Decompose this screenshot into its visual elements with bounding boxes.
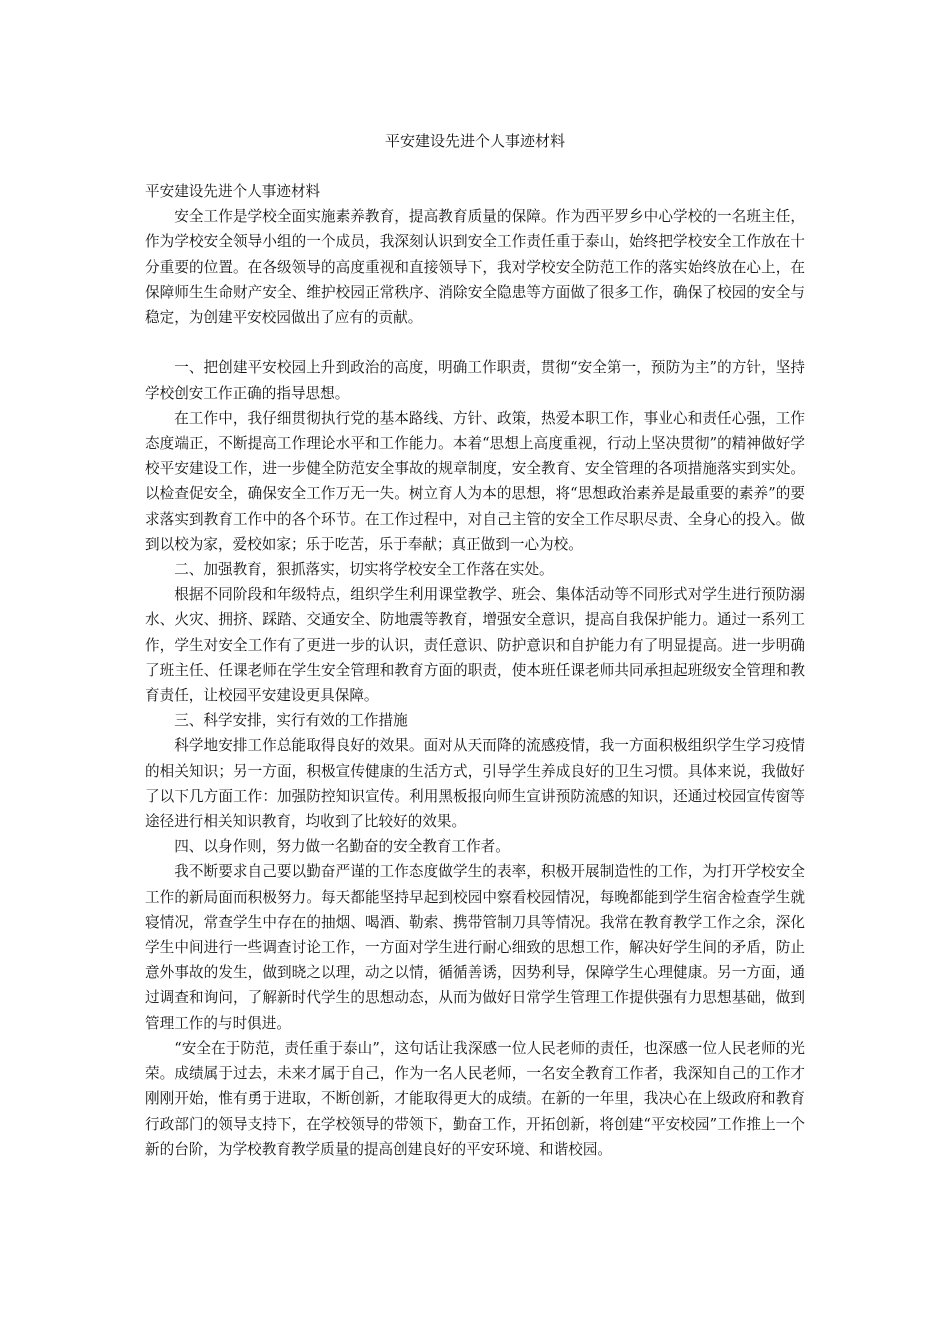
document-subtitle: 平安建设先进个人事迹材料 (145, 183, 321, 200)
section-heading-2: 二、加强教育，狠抓落实，切实将学校安全工作落在实处。 (174, 561, 554, 579)
document-title: 平安建设先进个人事迹材料 (384, 132, 565, 150)
section-body-3: 科学地安排工作总能取得良好的效果。面对从天而降的流感疫情，我一方面积极组织学生学习疫情的相关知识；另一方面，积极宣传健康的生活方式，引导学生养成良好的卫生习惯。具体来说，我做好了以下几方面工作：加强防控知识宣传。利用黑板报向师生宣讲预防流感的知识，还通过校园宣传窗等途径进行相关知识教育，均收到了比较好的效果。 (145, 737, 805, 831)
section-heading-3: 三、科学安排，实行有效的工作措施 (174, 712, 408, 730)
paragraph-closing: “安全在于防范，责任重于泰山”，这句话让我深感一位人民老师的责任，也深感一位人民老师的光荣。成绩属于过去，未来才属于自己，作为一名人民老师，一名安全教育工作者，我深知自己的工作才刚刚开始，惟有勇于进取，不断创新，才能取得更大的成绩。在新的一年里，我决心在上级政府和教育行政部门的领导支持下，在学校领导的带领下，勤奋工作，开拓创新，将创建“平安校园”工作推上一个新的台阶，为学校教育教学质量的提高创建良好的平安环境、和谐校园。 (145, 1039, 805, 1158)
section-body-4: 我不断要求自己要以勤奋严谨的工作态度做学生的表率，积极开展制造性的工作，为打开学校安全工作的新局面而积极努力。每天都能坚持早起到校园中察看校园情况，每晚都能到学生宿舍检查学生就寝情况，常查学生中存在的抽烟、喝酒、勒索、携带管制刀具等情况。我常在教育教学工作之余，深化学生中间进行一些调查讨论工作，一方面对学生进行耐心细致的思想工作，解决好学生间的矛盾，防止意外事故的发生，做到晓之以理，动之以情，循循善诱，因势利导，保障学生心理健康。另一方面，通过调查和询问，了解新时代学生的思想动态，从而为做好日常学生管理工作提供强有力思想基础，做到管理工作的与时俱进。 (145, 863, 805, 1032)
section-body-1: 在工作中，我仔细贯彻执行党的基本路线、方针、政策，热爱本职工作，事业心和责任心强，工作态度端正，不断提高工作理论水平和工作能力。本着“思想上高度重视，行动上坚决贯彻”的精神做好学校平安建设工作，进一步健全防范安全事故的规章制度，安全教育、安全管理的各项措施落实到实处。以检查促安全，确保安全工作万无一失。树立育人为本的思想，将“思想政治素养是最重要的素养”的要求落实到教育工作中的各个环节。在工作过程中，对自己主管的安全工作尽职尽责、全身心的投入。做到以校为家，爱校如家；乐于吃苦，乐于奉献；真正做到一心为校。 (145, 409, 805, 553)
document-body (145, 179, 805, 1162)
section-body-2: 根据不同阶段和年级特点，组织学生利用课堂教学、班会、集体活动等不同形式对学生进行预防溺水、火灾、拥挤、踩踏、交通安全、防地震等教育，增强安全意识，提高自我保护能力。通过一系列工作，学生对安全工作有了更进一步的认识，责任意识、防护意识和自护能力有了明显提高。进一步明确了班主任、任课老师在学生安全管理和教育方面的职责，使本班任课老师共同承担起班级安全管理和教育责任，让校园平安建设更具保障。 (145, 586, 805, 705)
section-heading-1: 一、把创建平安校园上升到政治的高度，明确工作职责，贯彻“安全第一，预防为主”的方针，坚持学校创安工作正确的指导思想。 (145, 359, 805, 402)
paragraph-spacer (145, 330, 805, 355)
paragraph-intro: 安全工作是学校全面实施素养教育，提高教育质量的保障。作为西平罗乡中心学校的一名班主任，作为学校安全领导小组的一个成员，我深刻认识到安全工作责任重于泰山，始终把学校安全工作放在十分重要的位置。在各级领导的高度重视和直接领导下，我对学校安全防范工作的落实始终放在心上，在保障师生生命财产安全、维护校园正常秩序、消除安全隐患等方面做了很多工作，确保了校园的安全与稳定，为创建平安校园做出了应有的贡献。 (145, 208, 805, 327)
section-heading-4: 四、以身作则，努力做一名勤奋的安全教育工作者。 (174, 838, 510, 856)
